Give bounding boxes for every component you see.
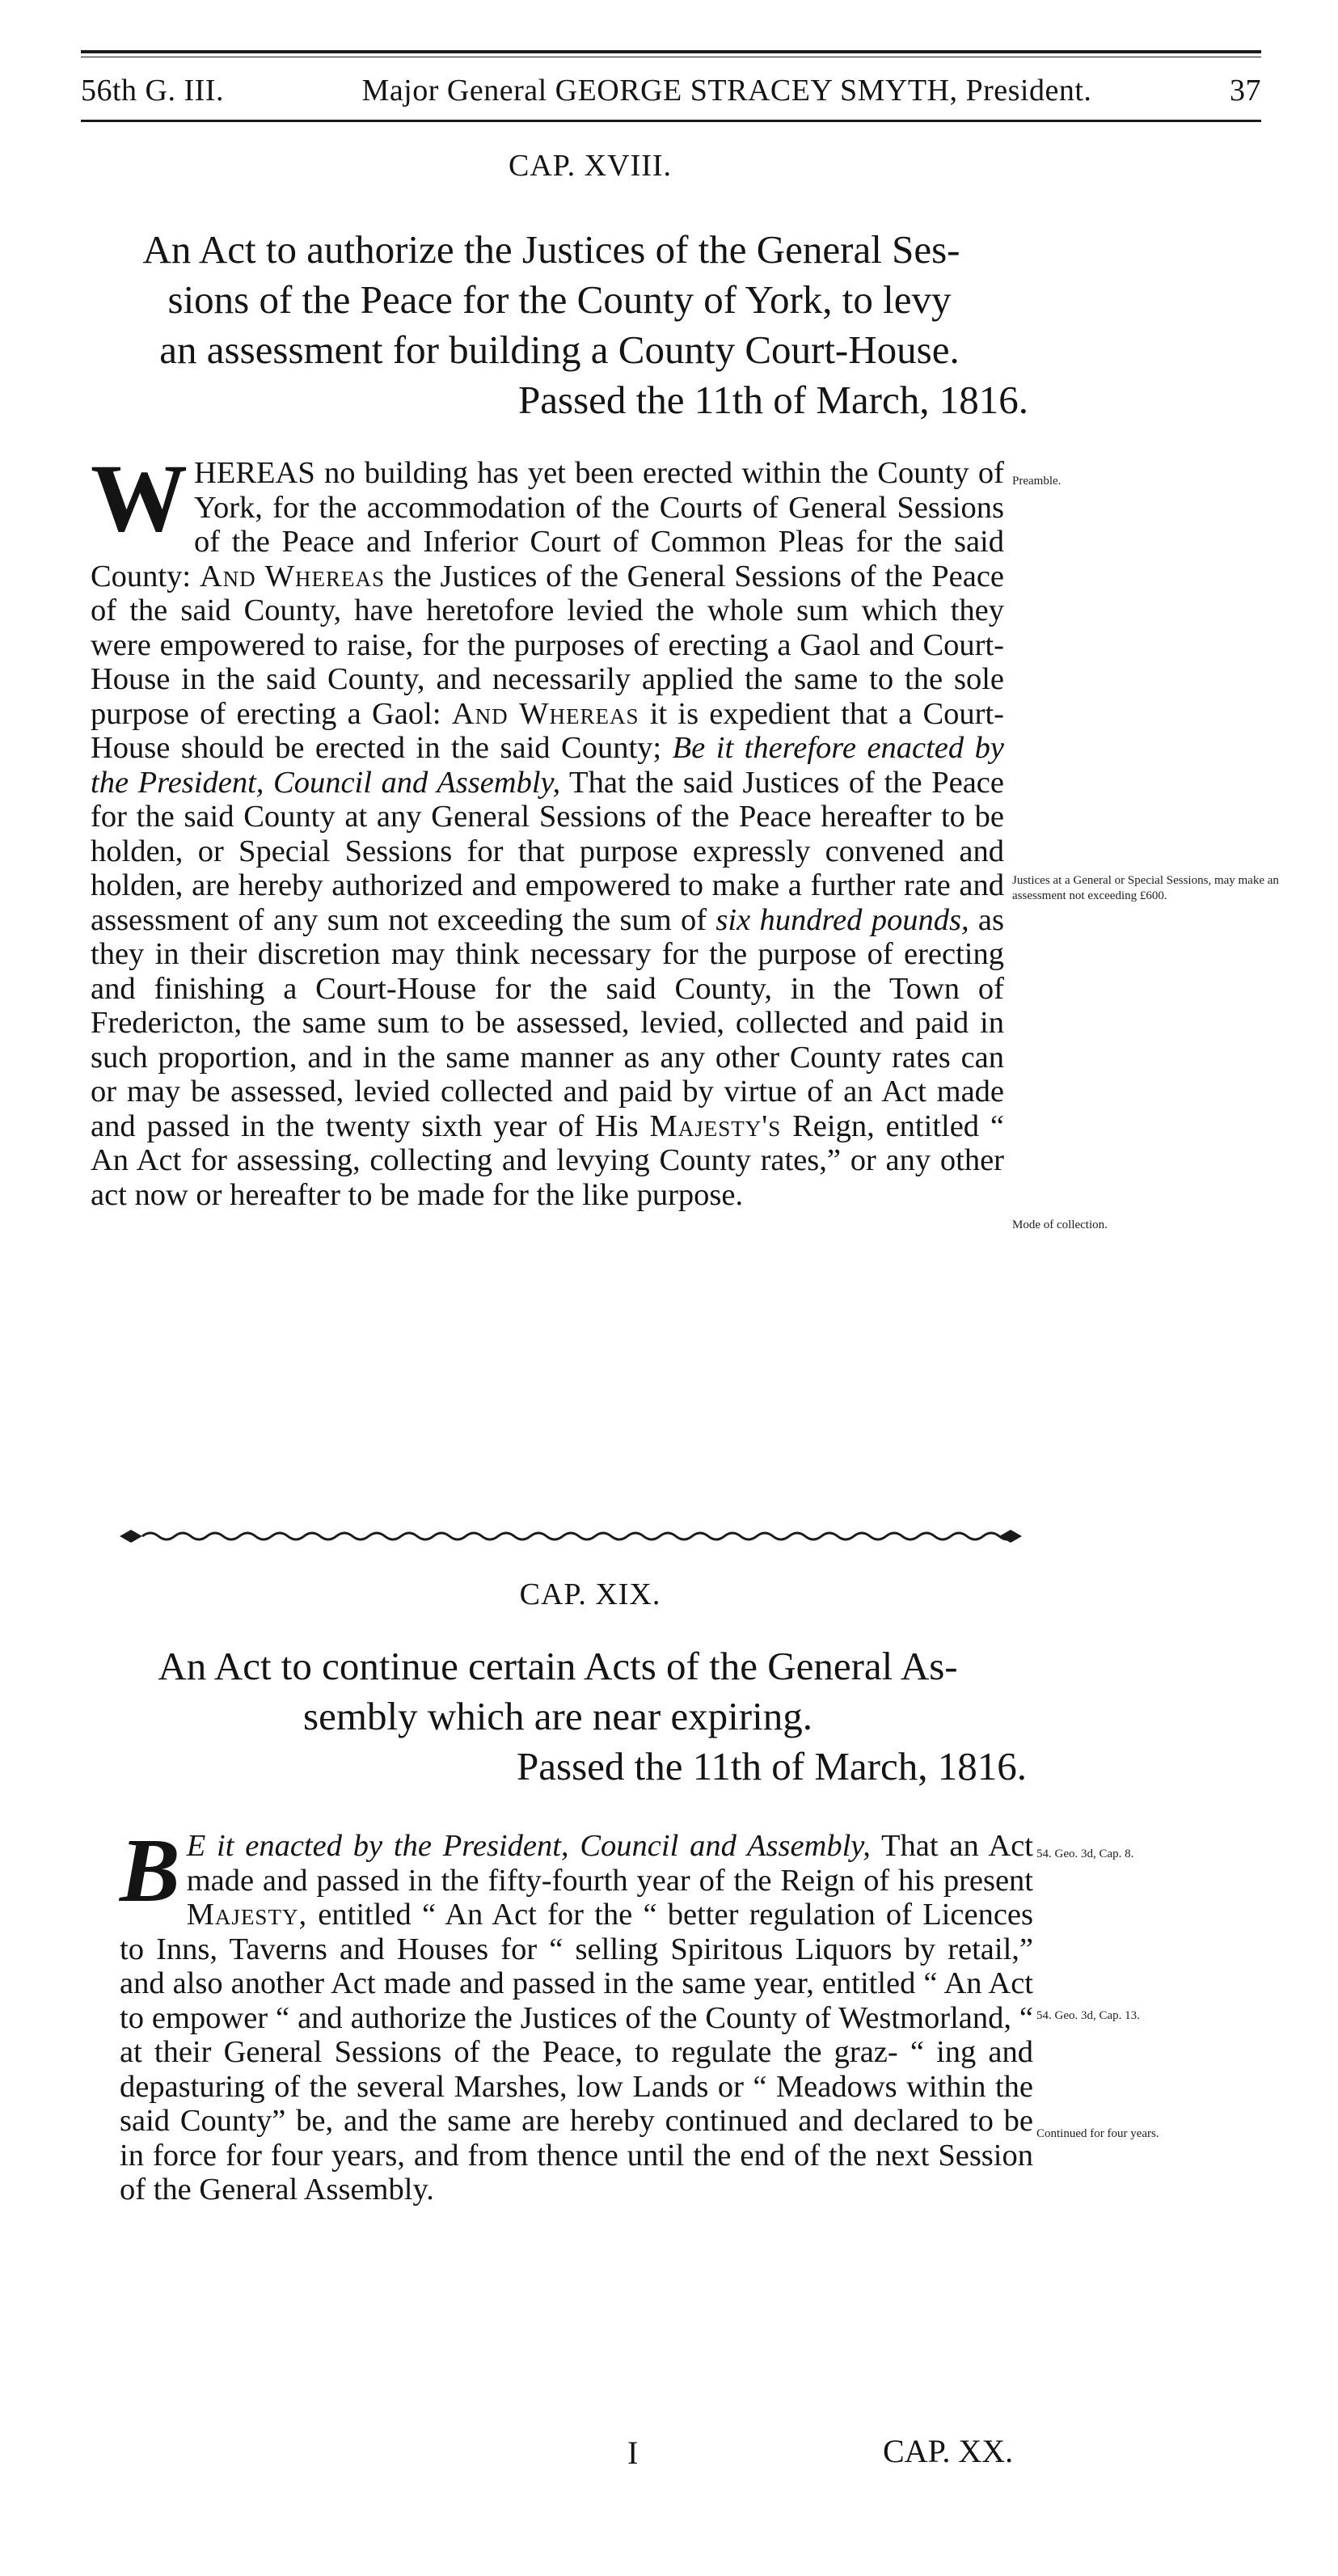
cap-18-title	[74, 225, 1028, 425]
cap-19-title	[89, 1641, 1027, 1792]
running-head	[81, 66, 1261, 115]
signature-mark: I	[627, 2435, 639, 2471]
cap-18-body-text: it is expedient that a Court-House should be erected in the said County;	[91, 696, 1005, 765]
margin-note-justices: Justices at a General or Special Sessions, may make an assessment not exceeding £600.	[1012, 874, 1279, 902]
margin-note-preamble: Preamble.	[1012, 475, 1062, 488]
cap-18-enacting-clause: Be it therefore enacted by the President, Council and Assembly,	[91, 731, 1004, 800]
cap-18-sum: six hundred pounds,	[715, 902, 969, 937]
margin-note-continued: Continued for four years.	[1036, 2127, 1159, 2140]
cap-18-body-text: Reign, entitled “ An Act for assessing, collecting and levying County rates,” or any other act now or hereafter to be made for the like purpose.	[91, 1109, 1005, 1212]
cap-19-title-line: sembly which are near expiring.	[303, 1694, 813, 1738]
cap-19-heading: CAP. XIX.	[519, 1577, 661, 1611]
margin-note-collection: Mode of collection.	[1012, 1218, 1108, 1231]
cap-18-and-whereas: And Whereas	[199, 559, 386, 593]
cap-18-body	[91, 444, 1005, 1212]
cap-19-body-text: That an Act made and passed in the fifty-fourth year of the Reign of his present	[186, 1829, 1033, 1898]
cap-19-enacting-clause: E it enacted by the President, Council and Assembly,	[186, 1829, 871, 1863]
dropcap-w: W	[91, 444, 188, 551]
cap-18-title-line: an assessment for building a County Court-House.	[159, 327, 960, 372]
cap-18-body-text: the Justices of the General Sessions of the Peace of the said County, have heretofore levied the whole sum which they were empowered to raise, for the purposes of erecting a Gaol and Court-House in the said County, and necessarily applied the same to the sole purpose of erecting a Gaol:	[91, 559, 1005, 731]
running-head-title: Major General GEORGE STRACEY SMYTH, President.	[361, 74, 1092, 108]
cap-18-and-whereas: And Whereas	[451, 696, 639, 731]
top-rule	[81, 50, 1261, 53]
ornamental-rule	[113, 1520, 1027, 1552]
cap-19-body-text: entitled “ An Act for the “ better regulation of Licences to Inns, Taverns and Houses for “ selling Spiritous Liquors by retail,” and also another Act made and passed in the same year, entitled “ An Act to empower “ and authorize the Justices of the County of Westmorland, “ at their General Sessions of the Peace, to regulate the graz- “ ing and depasturing of the several Marshes, low Lands or “ Meadows within the said County” be, and the same are hereby continued and declared to be in force for four years, and from thence until the end of the next Session of the General Assembly.	[120, 1898, 1033, 2206]
margin-note-act-ref-2: 54. Geo. 3d, Cap. 13.	[1036, 2009, 1140, 2022]
cap-18-title-line: sions of the Peace for the County of York, to levy	[167, 277, 952, 322]
cap-18-majesty: Majesty's	[649, 1109, 782, 1143]
cap-19-body	[120, 1821, 1033, 2207]
margin-note-act-ref-1: 54. Geo. 3d, Cap. 8.	[1036, 1848, 1134, 1860]
cap-18-body-text: as they in their discretion may think necessary for the purpose of erecting and finishing a Court-House for the said County, in the Town of Fredericton, the same sum to be assessed, levied, collected and paid in such proportion, and in the same manner as any other County rates can or may be assessed, levied collected and paid by virtue of an Act made and passed in the twenty sixth year of His	[91, 902, 1004, 1143]
cap-19-majesty: Majesty,	[186, 1898, 308, 1932]
page-number: 37	[1229, 74, 1261, 108]
cap-18-title-line: An Act to authorize the Justices of the General Ses-	[142, 227, 960, 272]
cap-19-title-line: An Act to continue certain Acts of the General As-	[158, 1644, 958, 1688]
cap-18-body-text: That the said Justices of the Peace for the said County at any General Sessions of the Peace hereafter to be holden, or Special Sessions for that purpose expressly convened and holden, are hereby authorized and empowered to make a further rate and assessment of any sum not exceeding the sum of	[91, 765, 1004, 937]
cap-18-body-text: HEREAS no building has yet been erected within the County of York, for the accommodation of the Courts of General Sessions of the Peace and Inferior Court of Common Pleas for the said County:	[91, 456, 1004, 593]
cap-18-heading: CAP. XVIII.	[508, 149, 673, 183]
dropcap-b: B	[120, 1821, 180, 1921]
cap-19-passed-date: Passed the 11th of March, 1816.	[517, 1744, 1027, 1788]
cap-18-passed-date: Passed the 11th of March, 1816.	[518, 378, 1028, 422]
catchword: CAP. XX.	[883, 2433, 1014, 2469]
header-rule	[81, 120, 1261, 122]
running-head-regnal-year: 56th G. III.	[81, 74, 224, 108]
